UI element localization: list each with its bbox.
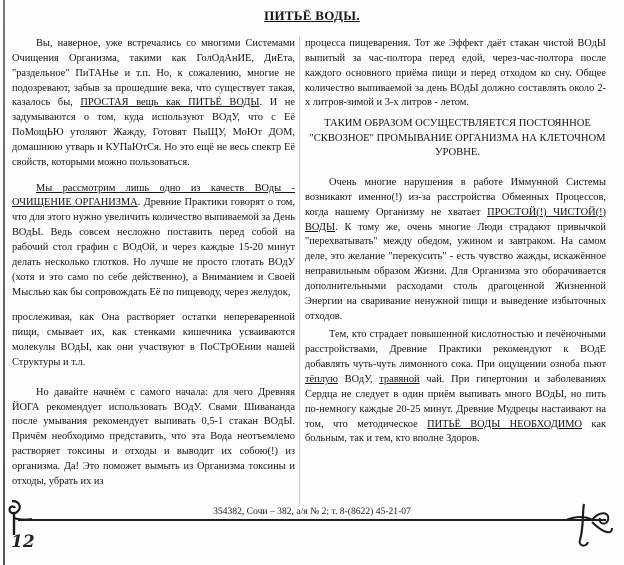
section-heading-caps: ТАКИМ ОБРАЗОМ ОСУЩЕСТВЛЯЕТСЯ ПОСТОЯННОЕ "СКВОЗНОЕ" ПРОМЫВАНИЕ ОРГАНИЗМА НА КЛЕТОЧНОМ УРОВНЕ. [309,118,606,159]
footer-contact: 354382, Сочи – 382, а/я № 2; т. 8-(8622) 45-21-07 [213,506,411,517]
page-title: ПИТЬЁ ВОДЫ. [264,8,360,23]
paragraph-immune: Очень многие нарушения в работе Иммунной Системы возникают именно(!) из-за расстройства Обменных Процессов, когда нашему Организму не хватает ПРОСТОЙ(!) ЧИСТОЙ(!) ВОДЫ. К тому же, очень многие Люди страдают привычкой "перехватывать" между обедом, ужином и завтраком. На самом деле, это желание "перекусить" - есть чувство жажды, искажённое неправильным образом Жизни. Для Организма это оборачивается дополнительными расходами столь драгоценной Жизненной Энергии на сваривание ненужной пищи и выведение избыточных отходов. [305,177,606,322]
paragraph-digestion: процесса пищеварения. Тот же Эффект даёт стакан чистой ВОдЫ выпитый за час-полтора перед едой, через-час-полтора после каждого основного приёма пищи и перед отходом ко сну. Общее количество выпиваемой за день ВОдЫ должно составлять около 2-х литров-зимой и 3-х литров - летом. [305,38,606,109]
paragraph-acidity: Тем, кто страдает повышенной кислотностью и печёночными расстройствами, Древние Практики рекомендуют к ВОдЕ добавлять чуть-чуть лимонного сока. При ощущении озноба пьют тёплую ВОдУ, травяной чай. При гипертонии и заболеваниях Сердца не следует в один приём выпивать много ВОдЫ, но пить по-немногу каждые 20-25 минут. Древние Мудрецы настаивают на том, что методическое ПИТЬЁ ВОДЫ НЕОБХОДИМО как больным, так и тем, кто вполне Здоров. [305,329,606,445]
left-column [12,37,295,490]
border-line [18,519,606,521]
scan-edge [3,0,5,565]
right-scroll-ornament [560,496,620,556]
paragraph-cleansing: Мы рассмотрим лишь одно из качеств ВОды - ОЧИЩЕНИЕ ОРГАНИЗМА. Древние Практики говорят о том, что для этого нужно увеличить количество выпиваемой за День ВОдЫ. Ведь совсем несложно поставить перед собой на рабочий стол графин с ВОдОй, и через каждые 15-20 минут делать несколько глотков. Но лучше не просто глотать ВОдУ (хотя и это само по себе действенно), а Вниманием и Своей Мыслью как бы сопровождать Её по пищеводу, через желудок, [12,182,295,298]
paragraph-intro: Вы, наверное, уже встречались со многими Системами Очищения Организма, такими как ГолОдАнИЕ, ДиЕта, "раздельное" ПиТАНье и т.п. Но, к сожалению, многие не подозревают, забыв за прошедшие века, что существует такая, казалось бы, ПРОСТАЯ вещь как ПИТЬЁ ВОДЫ. И не задумываются о том, куда используют ВОдУ, что с Её ПоМощЬЮ утоляют Жажду, Готовят ПыЩУ, МоЮт ДОМ, домашнюю утварь и КУПаЮтСя. Но это ещё не весь спектр Её свойств, которыми можно пользоваться. [12,38,295,168]
paragraph-tracking: прослеживая, как Она растворяет остатки непереваренной пищи, смывает их, как стенками кишечника усваиваются молекулы ВОдЫ, как они участвуют в ПоСТрОЕнии нашей Структуры и т.л. [12,312,295,368]
paragraph-yoga: Но давайте начнём с самого начала: для чего Древняя ЙОГА рекомендует использовать ВОдУ. Свами Шивананда после умывания рекомендует выпивать 0,5-1 стакан ВОдЫ. Причём необходимо представить, что эта Вода неотъемлемо растворяет токсины и отходы и выводит их собою(!) из организма. Да! Это поможет вымыть из Организма токсины и отходы, убрать их из [12,386,295,487]
column-divider [299,36,300,506]
page-number: 12 [11,532,35,552]
right-column [305,37,606,447]
